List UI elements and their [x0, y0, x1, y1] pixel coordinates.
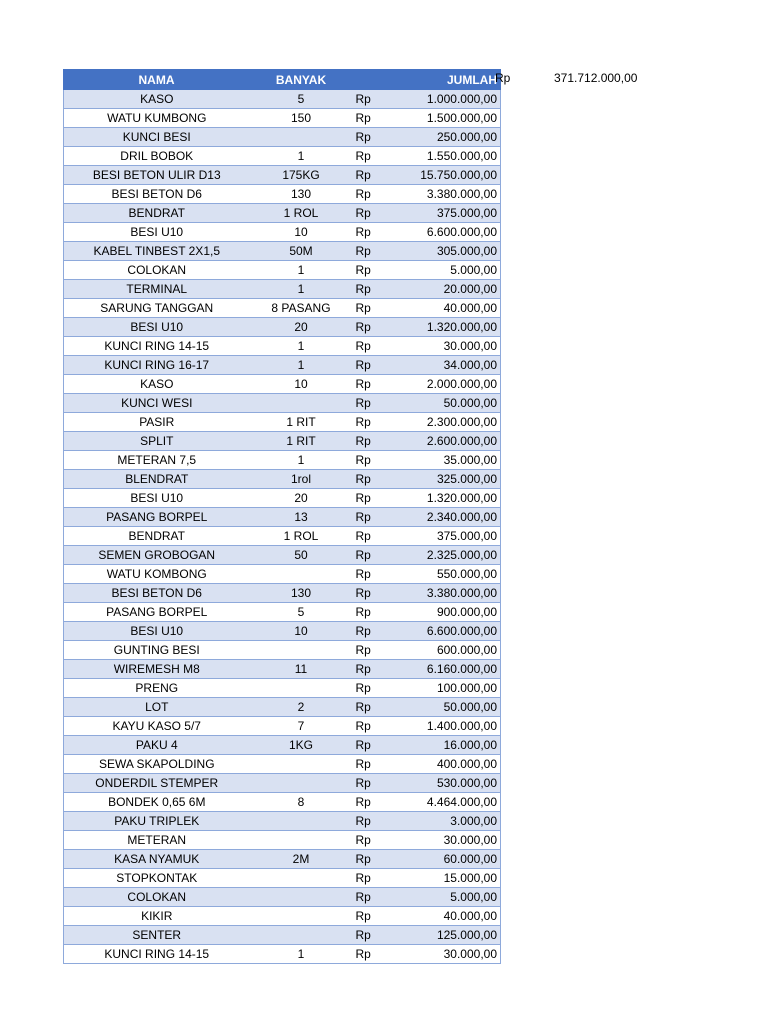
cell-nama: BESI BETON ULIR D13	[64, 166, 250, 185]
cell-nama: BESI BETON D6	[64, 584, 250, 603]
cell-jumlah: 3.000,00	[402, 812, 501, 831]
table-row	[64, 147, 501, 166]
cell-nama: DRIL BOBOK	[64, 147, 250, 166]
cell-rp: Rp	[353, 565, 402, 584]
table-row	[64, 299, 501, 318]
cell-nama: BONDEK 0,65 6M	[64, 793, 250, 812]
cell-rp: Rp	[353, 489, 402, 508]
cell-nama: PRENG	[64, 679, 250, 698]
cell-rp: Rp	[353, 337, 402, 356]
cell-nama: COLOKAN	[64, 261, 250, 280]
cell-jumlah: 2.340.000,00	[402, 508, 501, 527]
cell-nama: BESI U10	[64, 318, 250, 337]
cell-jumlah: 375.000,00	[402, 204, 501, 223]
cell-nama: BENDRAT	[64, 527, 250, 546]
cell-nama: KUNCI WESI	[64, 394, 250, 413]
table-row	[64, 356, 501, 375]
cell-jumlah: 60.000,00	[402, 850, 501, 869]
cell-banyak: 130	[250, 185, 353, 204]
cell-nama: BLENDRAT	[64, 470, 250, 489]
cell-jumlah: 1.500.000,00	[402, 109, 501, 128]
cell-banyak: 1	[250, 356, 353, 375]
table-row	[64, 432, 501, 451]
cell-jumlah: 125.000,00	[402, 926, 501, 945]
cell-nama: BESI U10	[64, 223, 250, 242]
items-table	[63, 69, 501, 964]
cell-nama: LOT	[64, 698, 250, 717]
cell-rp: Rp	[353, 774, 402, 793]
cell-banyak: 2M	[250, 850, 353, 869]
cell-nama: KAYU KASO 5/7	[64, 717, 250, 736]
cell-jumlah: 325.000,00	[402, 470, 501, 489]
table-row	[64, 185, 501, 204]
table-row	[64, 128, 501, 147]
cell-banyak: 1 RIT	[250, 413, 353, 432]
cell-nama: KUNCI RING 14-15	[64, 337, 250, 356]
cell-jumlah: 1.000.000,00	[402, 90, 501, 109]
cell-jumlah: 1.320.000,00	[402, 318, 501, 337]
cell-nama: WATU KOMBONG	[64, 565, 250, 584]
cell-rp: Rp	[353, 451, 402, 470]
cell-banyak: 1 ROL	[250, 527, 353, 546]
table-row	[64, 109, 501, 128]
table-row	[64, 242, 501, 261]
cell-banyak: 50M	[250, 242, 353, 261]
table-row	[64, 755, 501, 774]
cell-nama: GUNTING BESI	[64, 641, 250, 660]
cell-nama: KUNCI BESI	[64, 128, 250, 147]
cell-rp: Rp	[353, 432, 402, 451]
cell-nama: SPLIT	[64, 432, 250, 451]
cell-rp: Rp	[353, 318, 402, 337]
header-jumlah: JUMLAH	[402, 70, 501, 90]
cell-banyak: 13	[250, 508, 353, 527]
header-row	[64, 70, 501, 90]
cell-jumlah: 16.000,00	[402, 736, 501, 755]
cell-jumlah: 600.000,00	[402, 641, 501, 660]
cell-nama: PAKU TRIPLEK	[64, 812, 250, 831]
cell-rp: Rp	[353, 90, 402, 109]
cell-banyak	[250, 679, 353, 698]
table-row	[64, 337, 501, 356]
table-row	[64, 90, 501, 109]
cell-rp: Rp	[353, 280, 402, 299]
cell-rp: Rp	[353, 356, 402, 375]
cell-rp: Rp	[353, 755, 402, 774]
cell-rp: Rp	[353, 394, 402, 413]
cell-nama: KASO	[64, 375, 250, 394]
cell-rp: Rp	[353, 166, 402, 185]
cell-jumlah: 400.000,00	[402, 755, 501, 774]
cell-banyak: 150	[250, 109, 353, 128]
table-row	[64, 869, 501, 888]
cell-nama: BESI U10	[64, 622, 250, 641]
cell-banyak: 8 PASANG	[250, 299, 353, 318]
total-currency: Rp	[495, 71, 511, 85]
cell-banyak: 2	[250, 698, 353, 717]
cell-jumlah: 2.300.000,00	[402, 413, 501, 432]
cell-jumlah: 30.000,00	[402, 945, 501, 964]
cell-rp: Rp	[353, 413, 402, 432]
cell-nama: METERAN	[64, 831, 250, 850]
table-row	[64, 394, 501, 413]
cell-rp: Rp	[353, 641, 402, 660]
cell-banyak: 50	[250, 546, 353, 565]
cell-rp: Rp	[353, 831, 402, 850]
cell-jumlah: 530.000,00	[402, 774, 501, 793]
cell-jumlah: 3.380.000,00	[402, 185, 501, 204]
cell-jumlah: 40.000,00	[402, 907, 501, 926]
cell-jumlah: 1.320.000,00	[402, 489, 501, 508]
cell-nama: PASIR	[64, 413, 250, 432]
cell-rp: Rp	[353, 470, 402, 489]
cell-banyak	[250, 641, 353, 660]
cell-rp: Rp	[353, 128, 402, 147]
cell-rp: Rp	[353, 584, 402, 603]
cell-banyak: 1	[250, 451, 353, 470]
cell-rp: Rp	[353, 603, 402, 622]
cell-nama: WATU KUMBONG	[64, 109, 250, 128]
cell-jumlah: 250.000,00	[402, 128, 501, 147]
cell-nama: SENTER	[64, 926, 250, 945]
table-row	[64, 717, 501, 736]
cell-rp: Rp	[353, 850, 402, 869]
table-row	[64, 223, 501, 242]
cell-rp: Rp	[353, 375, 402, 394]
cell-jumlah: 1.400.000,00	[402, 717, 501, 736]
cell-rp: Rp	[353, 736, 402, 755]
table-row	[64, 945, 501, 964]
cell-rp: Rp	[353, 660, 402, 679]
cell-banyak: 20	[250, 318, 353, 337]
cell-jumlah: 305.000,00	[402, 242, 501, 261]
table-row	[64, 850, 501, 869]
cell-rp: Rp	[353, 185, 402, 204]
cell-banyak	[250, 888, 353, 907]
table-row	[64, 679, 501, 698]
table-row	[64, 888, 501, 907]
cell-rp: Rp	[353, 698, 402, 717]
table-row	[64, 546, 501, 565]
cell-banyak: 1rol	[250, 470, 353, 489]
cell-rp: Rp	[353, 869, 402, 888]
cell-banyak: 10	[250, 622, 353, 641]
cell-jumlah: 3.380.000,00	[402, 584, 501, 603]
cell-jumlah: 6.160.000,00	[402, 660, 501, 679]
cell-jumlah: 2.325.000,00	[402, 546, 501, 565]
table-row	[64, 261, 501, 280]
cell-rp: Rp	[353, 888, 402, 907]
cell-jumlah: 6.600.000,00	[402, 622, 501, 641]
cell-nama: KUNCI RING 14-15	[64, 945, 250, 964]
cell-banyak: 5	[250, 603, 353, 622]
table-row	[64, 318, 501, 337]
cell-banyak: 1 RIT	[250, 432, 353, 451]
cell-nama: BESI U10	[64, 489, 250, 508]
table-row	[64, 204, 501, 223]
table-row	[64, 622, 501, 641]
table-row	[64, 584, 501, 603]
cell-banyak: 1	[250, 945, 353, 964]
cell-rp: Rp	[353, 926, 402, 945]
table-row	[64, 736, 501, 755]
cell-jumlah: 6.600.000,00	[402, 223, 501, 242]
cell-rp: Rp	[353, 299, 402, 318]
table-row	[64, 565, 501, 584]
table-row	[64, 926, 501, 945]
cell-banyak	[250, 869, 353, 888]
cell-rp: Rp	[353, 907, 402, 926]
table-row	[64, 812, 501, 831]
table-row	[64, 831, 501, 850]
cell-jumlah: 34.000,00	[402, 356, 501, 375]
cell-banyak	[250, 774, 353, 793]
cell-jumlah: 5.000,00	[402, 261, 501, 280]
cell-rp: Rp	[353, 812, 402, 831]
cell-banyak	[250, 812, 353, 831]
cell-jumlah: 550.000,00	[402, 565, 501, 584]
cell-banyak	[250, 565, 353, 584]
cell-nama: TERMINAL	[64, 280, 250, 299]
cell-jumlah: 50.000,00	[402, 698, 501, 717]
cell-banyak	[250, 907, 353, 926]
cell-banyak: 20	[250, 489, 353, 508]
cell-nama: KUNCI RING 16-17	[64, 356, 250, 375]
cell-rp: Rp	[353, 527, 402, 546]
table-row	[64, 603, 501, 622]
cell-jumlah: 375.000,00	[402, 527, 501, 546]
cell-jumlah: 4.464.000,00	[402, 793, 501, 812]
cell-rp: Rp	[353, 147, 402, 166]
cell-banyak	[250, 831, 353, 850]
cell-nama: ONDERDIL STEMPER	[64, 774, 250, 793]
cell-jumlah: 30.000,00	[402, 831, 501, 850]
cell-nama: PASANG BORPEL	[64, 508, 250, 527]
cell-nama: KASO	[64, 90, 250, 109]
cell-rp: Rp	[353, 204, 402, 223]
cell-banyak: 10	[250, 375, 353, 394]
cell-nama: PAKU 4	[64, 736, 250, 755]
cell-nama: STOPKONTAK	[64, 869, 250, 888]
cell-rp: Rp	[353, 793, 402, 812]
cell-jumlah: 35.000,00	[402, 451, 501, 470]
header-nama: NAMA	[64, 70, 250, 90]
cell-banyak	[250, 394, 353, 413]
cell-rp: Rp	[353, 546, 402, 565]
cell-jumlah: 20.000,00	[402, 280, 501, 299]
total-value: 371.712.000,00	[554, 71, 638, 85]
cell-nama: BESI BETON D6	[64, 185, 250, 204]
table-row	[64, 508, 501, 527]
cell-nama: SARUNG TANGGAN	[64, 299, 250, 318]
cell-banyak	[250, 128, 353, 147]
table-row	[64, 451, 501, 470]
cell-jumlah: 2.000.000,00	[402, 375, 501, 394]
cell-jumlah: 900.000,00	[402, 603, 501, 622]
cell-rp: Rp	[353, 223, 402, 242]
table-row	[64, 698, 501, 717]
table-row	[64, 641, 501, 660]
cell-jumlah: 15.750.000,00	[402, 166, 501, 185]
cell-nama: SEWA SKAPOLDING	[64, 755, 250, 774]
table-row	[64, 774, 501, 793]
cell-banyak: 175KG	[250, 166, 353, 185]
cell-banyak: 7	[250, 717, 353, 736]
cell-banyak: 8	[250, 793, 353, 812]
cell-banyak: 1	[250, 261, 353, 280]
cell-rp: Rp	[353, 945, 402, 964]
header-rp	[353, 70, 402, 90]
cell-rp: Rp	[353, 261, 402, 280]
cell-nama: BENDRAT	[64, 204, 250, 223]
cell-nama: KABEL TINBEST 2X1,5	[64, 242, 250, 261]
cell-jumlah: 30.000,00	[402, 337, 501, 356]
header-banyak: BANYAK	[250, 70, 353, 90]
cell-jumlah: 5.000,00	[402, 888, 501, 907]
cell-banyak: 5	[250, 90, 353, 109]
cell-banyak: 1KG	[250, 736, 353, 755]
cell-nama: COLOKAN	[64, 888, 250, 907]
cell-banyak: 1	[250, 280, 353, 299]
cell-banyak: 11	[250, 660, 353, 679]
cell-jumlah: 2.600.000,00	[402, 432, 501, 451]
table-row	[64, 793, 501, 812]
cell-banyak: 1	[250, 147, 353, 166]
cell-banyak: 1 ROL	[250, 204, 353, 223]
cell-nama: SEMEN GROBOGAN	[64, 546, 250, 565]
table-row	[64, 413, 501, 432]
table-row	[64, 470, 501, 489]
cell-jumlah: 1.550.000,00	[402, 147, 501, 166]
cell-nama: METERAN 7,5	[64, 451, 250, 470]
table-row	[64, 375, 501, 394]
table-body	[64, 90, 501, 964]
cell-nama: PASANG BORPEL	[64, 603, 250, 622]
cell-nama: KASA NYAMUK	[64, 850, 250, 869]
table-row	[64, 166, 501, 185]
table-row	[64, 907, 501, 926]
cell-banyak	[250, 926, 353, 945]
cell-banyak: 1	[250, 337, 353, 356]
cell-jumlah: 40.000,00	[402, 299, 501, 318]
table-row	[64, 527, 501, 546]
cell-nama: KIKIR	[64, 907, 250, 926]
table-row	[64, 660, 501, 679]
cell-rp: Rp	[353, 242, 402, 261]
table-row	[64, 489, 501, 508]
cell-banyak	[250, 755, 353, 774]
cell-jumlah: 50.000,00	[402, 394, 501, 413]
cell-banyak: 130	[250, 584, 353, 603]
cell-rp: Rp	[353, 508, 402, 527]
cell-rp: Rp	[353, 717, 402, 736]
cell-jumlah: 100.000,00	[402, 679, 501, 698]
cell-jumlah: 15.000,00	[402, 869, 501, 888]
table-row	[64, 280, 501, 299]
cell-rp: Rp	[353, 109, 402, 128]
cell-rp: Rp	[353, 679, 402, 698]
cell-rp: Rp	[353, 622, 402, 641]
cell-nama: WIREMESH M8	[64, 660, 250, 679]
cell-banyak: 10	[250, 223, 353, 242]
